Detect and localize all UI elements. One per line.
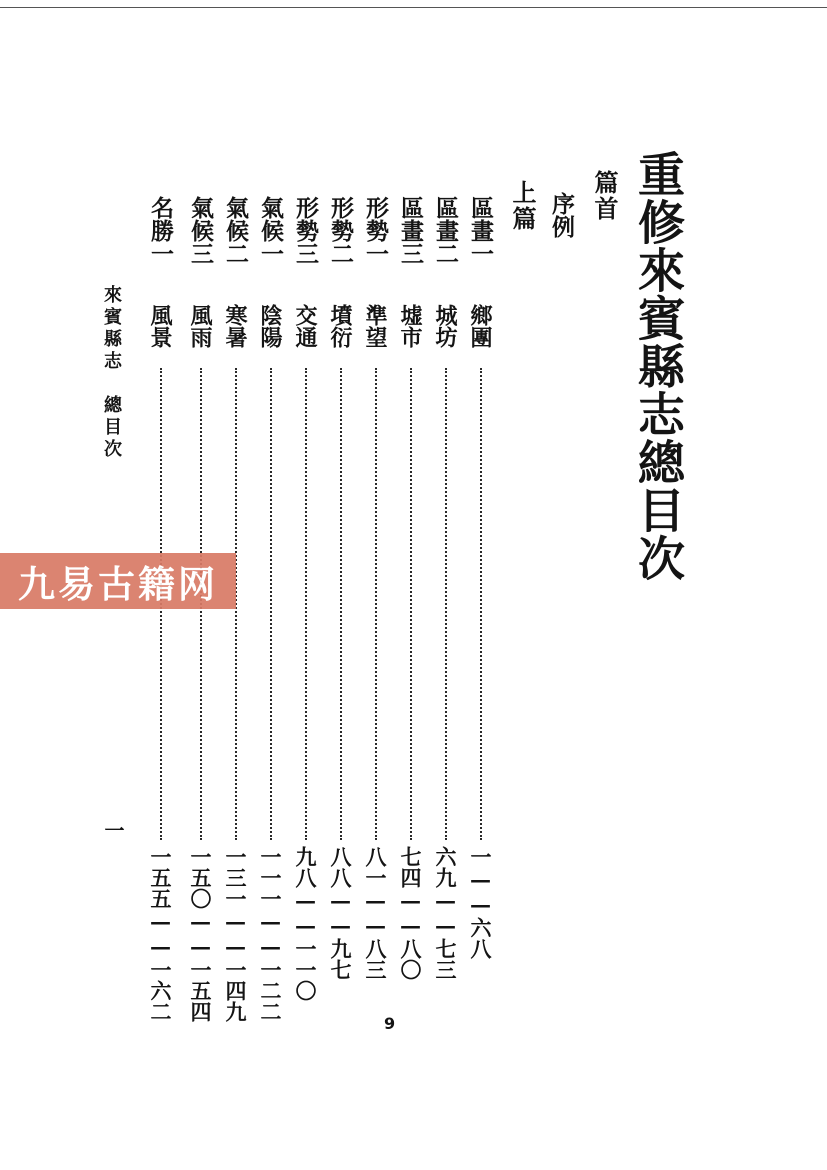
section-label-upper: 上篇: [508, 180, 537, 232]
dot-leader: [375, 368, 377, 840]
page-range: 七四——八〇: [398, 846, 423, 980]
dot-leader: [410, 368, 412, 840]
dot-leader: [270, 368, 272, 840]
folio-mark: 一: [101, 820, 125, 840]
entry-right: 寒暑: [222, 304, 248, 348]
entry-right: 風雨: [187, 304, 213, 348]
entry-left: 形勢一: [362, 196, 389, 265]
entry-left: 氣候一: [257, 196, 284, 265]
entry-left: 氣候二: [222, 196, 249, 265]
entry-right: 風景: [147, 304, 173, 348]
top-rule: [0, 7, 827, 8]
page-range: 八八——九七: [328, 846, 353, 980]
page-range: 一五五——一六二: [148, 846, 173, 1022]
section-label-prelude: 篇首: [590, 170, 619, 222]
running-head: 來賓縣志 總目次: [101, 285, 122, 461]
entry-right: 陰陽: [257, 304, 283, 348]
entry-left: 區畫三: [397, 196, 424, 265]
dot-leader: [340, 368, 342, 840]
entry-right: 墳衍: [327, 304, 353, 348]
entry-left: 氣候三: [187, 196, 214, 265]
page-range: 九八——一一〇: [293, 846, 318, 1001]
page-title: 重修來賓縣志總目次: [630, 150, 685, 582]
entry-preface: 序例: [548, 192, 575, 238]
entry-left: 名勝一: [147, 196, 174, 265]
entry-left: 形勢三: [292, 196, 319, 265]
entry-right: 墟市: [397, 304, 423, 348]
page-range: 一一一——一二二: [258, 846, 283, 1022]
entry-left: 區畫二: [432, 196, 459, 265]
entry-right: 準望: [362, 304, 388, 348]
page-range: 一五〇——一五四: [188, 846, 213, 1022]
entry-left: 形勢二: [327, 196, 354, 265]
entry-left: 區畫一: [467, 196, 494, 265]
page-range: 六九——七三: [433, 846, 458, 980]
entry-right: 城坊: [432, 304, 458, 348]
page-range: 八一——八三: [363, 846, 388, 980]
dot-leader: [480, 368, 482, 840]
dot-leader: [445, 368, 447, 840]
page-range: 一——六八: [468, 846, 493, 959]
page-number: 9: [384, 1014, 396, 1033]
dot-leader: [305, 368, 307, 840]
watermark-banner: 九易古籍网: [0, 553, 236, 609]
page-range: 一三一——一四九: [223, 846, 248, 1022]
entry-right: 交通: [292, 304, 318, 348]
entry-right: 鄉團: [467, 304, 493, 348]
